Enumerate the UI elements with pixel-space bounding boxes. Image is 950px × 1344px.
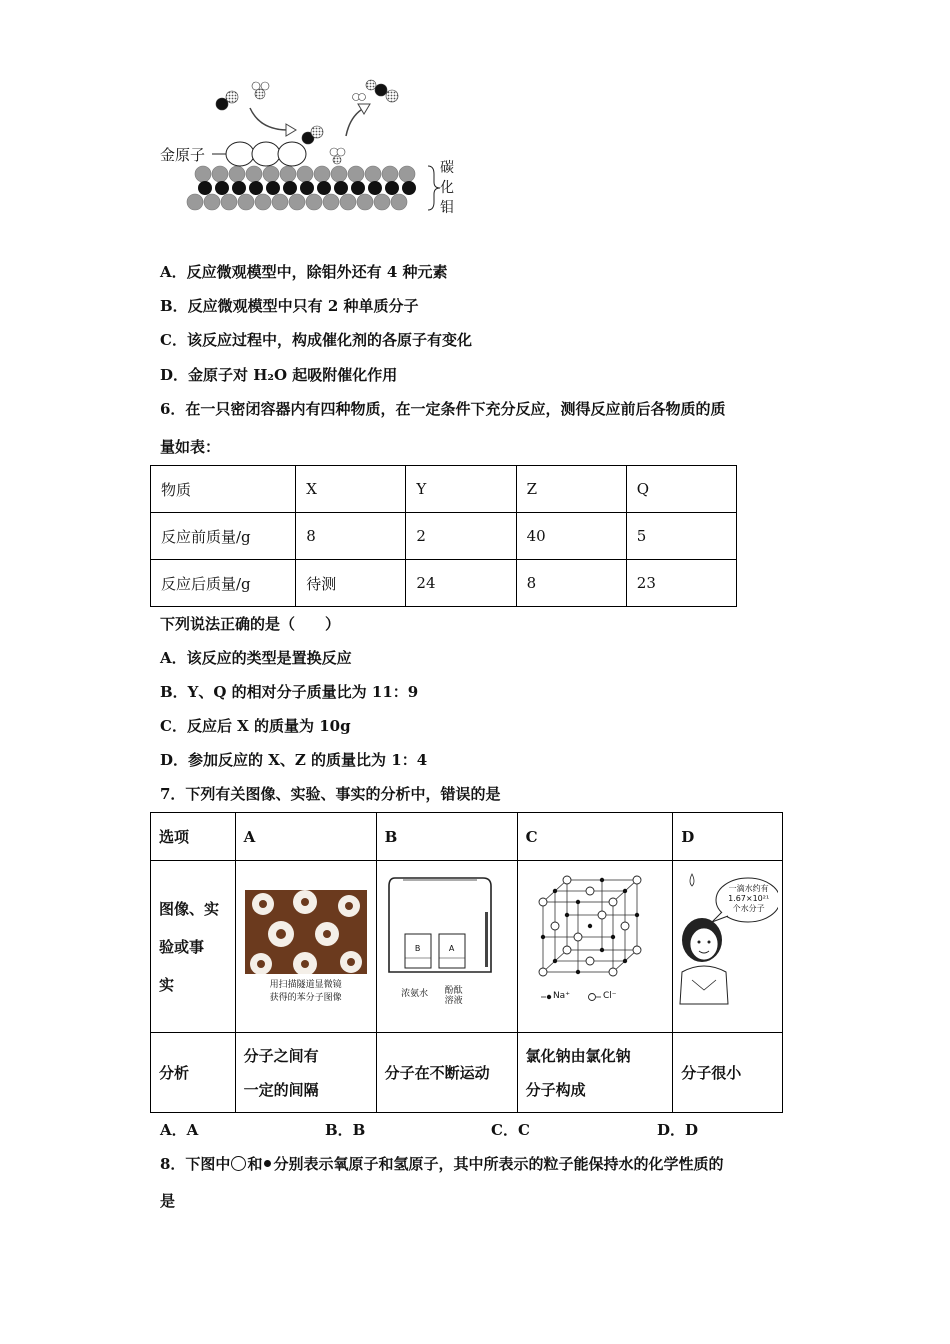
row-label-line: 实 [159,975,175,994]
phenolphthalein-caption-line: 酚酞 [444,985,463,996]
q8-stem-line1 [160,1153,723,1174]
table-cell: 分子在不断运动 [376,1033,517,1113]
stm-benzene-image [245,890,367,974]
table-cell: 分子很小 [673,1033,783,1113]
ammonia-caption: 浓氨水 [401,988,429,999]
q5-option-b: B．反应微观模型中只有 2 种单质分子 [160,297,419,315]
table-cell: Z [516,466,626,513]
table-cell: 物质 [151,466,296,513]
table-cell: 分析 [151,1033,236,1113]
row-label-line: 图像、实 [159,899,220,918]
table-cell: 24 [406,560,516,607]
table-cell: 8 [516,560,626,607]
table-cell: 待测 [296,560,406,607]
speech-bubble-text [718,884,780,914]
phenolphthalein-caption [441,986,467,1006]
q5-option-d: D．金原子对 H₂O 起吸附催化作用 [160,366,398,384]
q8-text: 和 [247,1155,263,1173]
stm-caption-line: 获得的苯分子图像 [269,993,342,1003]
table-cell: 反应前质量/g [151,513,296,560]
table-cell [151,861,236,1033]
q7-answer-a: A．A [160,1121,199,1139]
q7-stem: 7．下列有关图像、实验、事实的分析中，错误的是 [160,785,501,803]
cl-legend-circle [587,991,601,1003]
table-row [151,861,783,1033]
carbide-label-char: 化 [440,180,454,196]
table-cell: Q [626,466,736,513]
q8-text: 8．下图中 [160,1155,231,1173]
table-cell [673,861,783,1033]
na-legend-dot [541,992,553,1002]
table-cell: 选项 [151,813,236,861]
q6-option-c: C．反应后 X 的质量为 10g [160,717,351,735]
table-cell [235,861,376,1033]
cl-legend-label: Cl⁻ [602,990,617,1001]
analysis-line: 分子之间有 [243,1046,319,1065]
table-row [151,513,737,560]
row-label-line: 验或事 [159,937,205,956]
table-cell: 23 [626,560,736,607]
q5-option-c: C．该反应过程中，构成催化剂的各原子有变化 [160,331,472,349]
beaker-label-b: B [414,943,421,953]
carbide-label-char: 钼 [440,200,454,216]
analysis-line: 分子构成 [525,1080,586,1099]
carbide-label-char: 碳 [440,160,454,176]
table-cell: 2 [406,513,516,560]
beaker-label-a: A [448,943,455,953]
q6-stem-line1: 6．在一只密闭容器内有四种物质，在一定条件下充分反应，测得反应前后各物质的质 [160,400,726,418]
table-cell [235,1033,376,1113]
analysis-line: 一定的间隔 [243,1080,319,1099]
table-cell: 5 [626,513,736,560]
q6-option-d: D．参加反应的 X、Z 的质量比为 1：4 [160,751,428,769]
q5-option-a: A．反应微观模型中，除钼外还有 4 种元素 [160,263,448,281]
table-cell: D [673,813,783,861]
gold-atoms [226,142,306,166]
table-cell: X [296,466,406,513]
q6-option-b: B．Y、Q 的相对分子质量比为 11：9 [160,683,419,701]
nacl-lattice [535,872,655,1022]
carbide-label [440,158,456,218]
q6-stem-line2: 量如表： [160,438,221,456]
bubble-line: 一滴水约有 [728,883,769,893]
q6-mass-table [150,465,737,607]
ammonia-experiment [387,872,507,1022]
na-legend-label: Na⁺ [552,990,570,1001]
table-cell: 40 [516,513,626,560]
table-cell: 反应后质量/g [151,560,296,607]
q8-stem-line2: 是 [160,1192,176,1210]
q8-text: 分别表示氧原子和氢原子，其中所表示的粒子能保持水的化学性质的 [273,1155,724,1173]
bell-jar-diagram [387,872,507,982]
q7-analysis-table [150,812,783,1113]
phenolphthalein-caption-line: 溶液 [444,995,463,1006]
table-cell: 8 [296,513,406,560]
stm-caption-line: 用扫描隧道显微镜 [269,980,342,990]
table-cell [517,861,673,1033]
q7-answer-b: B．B [325,1121,366,1139]
table-row [151,813,783,861]
table-cell: Y [406,466,516,513]
oxygen-atom-icon [231,1156,246,1171]
hydrogen-atom-icon [264,1160,271,1167]
table-cell: B [376,813,517,861]
reaction-diagram [150,70,470,230]
table-row [151,466,737,513]
table-cell [376,861,517,1033]
nacl-lattice-svg [535,872,655,982]
water-molecule-cartoon [678,872,778,1022]
q7-answer-d: D．D [657,1121,699,1139]
bubble-line: 1.67×10²¹ [728,893,770,903]
gold-atom-label: 金原子 [160,146,206,164]
table-cell [517,1033,673,1113]
bubble-line: 个水分子 [732,903,765,913]
table-cell: A [235,813,376,861]
q6-option-a: A．该反应的类型是置换反应 [160,649,352,667]
table-row [151,1033,783,1113]
q6-prompt: 下列说法正确的是（ ） [160,615,341,633]
q7-answer-c: C．C [491,1121,530,1139]
table-cell: C [517,813,673,861]
table-row [151,560,737,607]
carbon-layer [198,181,416,195]
analysis-line: 氯化钠由氯化钠 [525,1046,631,1065]
